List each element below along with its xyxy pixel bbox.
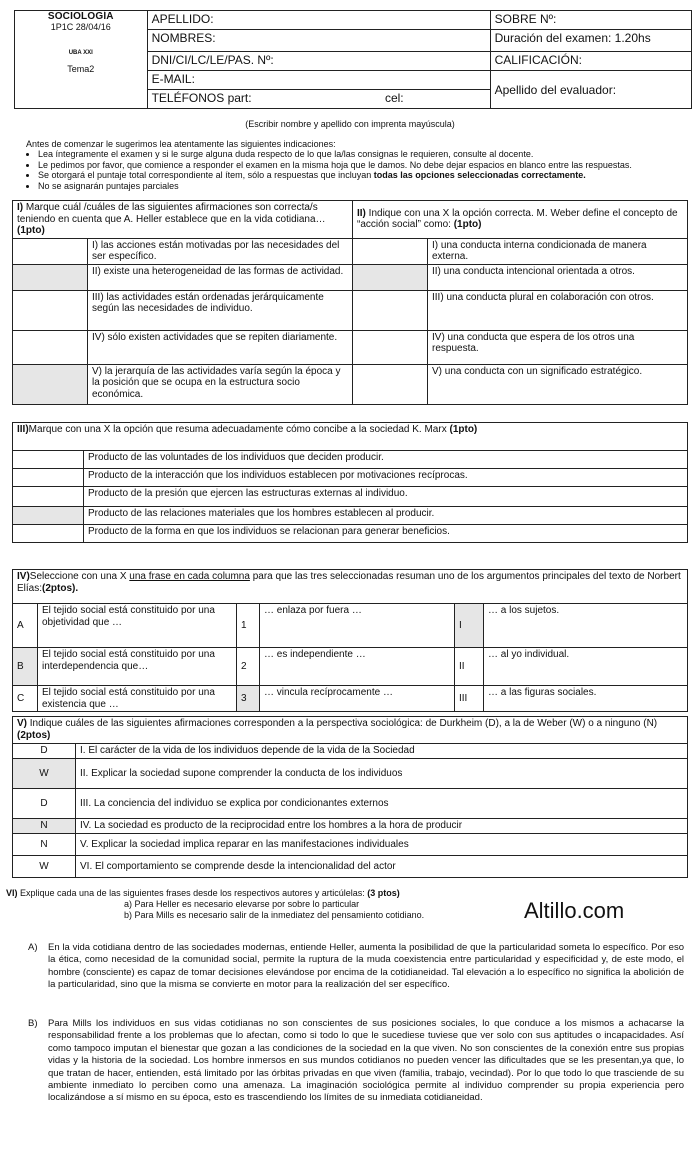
q2-text: Indique con una X la opción correcta. M. Weber define el concepto de “acción social” como: [357,207,678,231]
q6-phrase-a: a) Para Heller es necesario elevarse por sobre lo particular [124,899,360,909]
q2-answer-box[interactable] [353,330,428,364]
q5-statement: II. Explicar la sociedad supone comprender la conducta de los individuos [76,759,688,789]
q2-title [353,201,688,239]
q3-option: Producto de las relaciones materiales que los hombres establecen al producir. [84,507,688,525]
q3-option: Producto de la presión que ejercen las estructuras externas al individuo. [84,487,688,507]
dni-field[interactable]: DNI/CI/LC/LE/PAS. Nº: [147,52,490,71]
q6-points: (3 ptos) [367,888,400,898]
question-4 [12,569,688,712]
q3-answer-box[interactable] [13,487,84,507]
q4-text-underlined: una frase en cada columna [129,571,250,582]
q4-option-a: El tejido social está constituido por una objetividad que … [38,604,237,648]
question-3 [12,422,688,543]
q4-option-roman[interactable]: III [455,686,484,712]
apellido-field[interactable]: APELLIDO: [147,11,490,30]
q2-answer-box[interactable] [353,364,428,404]
course-code: 1P1C 28/04/16 [50,22,111,32]
q1-option: V) la jerarquía de las actividades varía según la época y la posición que se ocupa en la estructura socio económica. [88,364,353,404]
q4-option-roman[interactable]: II [455,648,484,686]
q4-option-letter[interactable]: A [13,604,38,648]
exam-header [14,10,692,109]
q3-number: III) [17,424,29,435]
q1-answer-box[interactable] [13,330,88,364]
q4-option-roman[interactable]: I [455,604,484,648]
q4-text: Seleccione con una X [29,571,130,582]
q5-points: (2ptos) [17,730,51,741]
exam-topic: Tema2 [67,64,95,74]
q1-text: Marque cuál /cuáles de las siguientes afirmaciones son correcta/s teniendo en cuenta que A. Heller establece que en la vida cotidiana… [17,202,326,225]
duracion-label: Duración del examen: 1.20hs [490,30,691,52]
calificacion-field[interactable]: CALIFICACIÓN: [490,52,691,71]
q1-answer-box[interactable] [13,238,88,264]
q1-option: II) existe una heterogeneidad de las formas de actividad. [88,264,353,290]
question-5 [12,716,688,878]
q2-option: V) una conducta con un significado estratégico. [428,364,688,404]
q3-option: Producto de las voluntades de los individuos que deciden producir. [84,451,688,469]
q5-answer[interactable]: N [13,834,76,856]
q5-answer[interactable]: N [13,819,76,834]
q3-option: Producto de la interacción que los individuos establecen por motivaciones recíprocas. [84,469,688,487]
q4-title [13,570,688,604]
q3-option: Producto de la forma en que los individuos se relacionan para generar beneficios. [84,525,688,543]
q4-option-number[interactable]: 1 [237,604,260,648]
q5-statement: I. El carácter de la vida de los individuos depende de la vida de la Sociedad [76,744,688,759]
q5-answer[interactable]: D [13,744,76,759]
instruction-text: Se otorgará el puntaje total correspondiente al ítem, sólo a respuestas que incluyan [38,170,374,181]
q3-answer-box[interactable] [13,525,84,543]
q2-option: IV) una conducta que espera de los otros una respuesta. [428,330,688,364]
q5-number: V) [17,718,27,729]
q3-answer-box[interactable] [13,451,84,469]
nombres-field[interactable]: NOMBRES: [147,30,490,52]
q1-answer-box[interactable] [13,290,88,330]
instruction-item [38,170,686,180]
instruction-item: • Lea íntegramente el examen y si le surge alguna duda respecto de lo que la/las consignas le requieren, consulte al docente. [38,149,686,159]
q2-number: II) [357,207,366,219]
q3-points: (1pto) [449,424,478,435]
answer-b-text: Para Mills los individuos en sus vidas cotidianas no son conscientes de sus posiciones sociales, lo que conduce a los mismos a achacarse la responsabilidad frente a los problemas que lo afectan, como si todo lo que le sucediese tuviese que ver solo con sus aptitudes o incapacidades. Así como tampoco imputan el bienestar que gozan a las condiciones de la sociedad en la que viven. No son conscientes de la conexión entre sus propias vidas y la historia de la sociedad. Los hombre inmersos en sus mundos cotidianos no pueden vencer las dificultades que se les presentan,ya que, lo que tratan de hacer, entienden, está limitado por las órbitas privadas en que viven (familia, trabajo, vecindad). Por lo que todo lo que trasciende de su ambiente inmediato lo perciben como una amenaza. La imaginación sociológica permite al individuo comprender su propia experiencia pero localizándose a sí mismo en su época, esto es trascendiendo los límites de su inmediata cotidianeidad. [48,1018,684,1104]
instruction-bold: todas las opciones seleccionadas correctamente. [373,170,586,181]
q1-points: (1pto) [17,225,45,236]
q1-option: I) las acciones están motivadas por las necesidades del ser específico. [88,238,353,264]
telefonos-label: TELÉFONOS part: [151,91,252,105]
q4-option-letter[interactable]: C [13,686,38,712]
q4-option-a: El tejido social está constituido por una existencia que … [38,686,237,712]
q5-statement: V. Explicar la sociedad implica reparar en las manifestaciones individuales [76,834,688,856]
q2-answer-box[interactable] [353,290,428,330]
q5-answer[interactable]: W [13,856,76,878]
q2-option: III) una conducta plural en colaboración con otros. [428,290,688,330]
email-field[interactable]: E-MAIL: [147,71,490,90]
q6-text: Explique cada una de las siguientes frases desde los respectivos autores y articúlelas: [17,888,365,898]
answer-a [28,942,684,992]
questions-1-2 [12,200,688,405]
course-info [15,11,148,109]
instruction-item: • No se asignarán puntajes parciales [38,181,686,191]
q5-title [13,717,688,744]
site-watermark: Altillo.com [524,898,625,923]
q4-option-c: … a los sujetos. [484,604,688,648]
q4-option-b: … es independiente … [260,648,455,686]
q4-option-number[interactable]: 3 [237,686,260,712]
q4-points: (2ptos). [42,582,79,594]
q3-answer-box[interactable] [13,507,84,525]
q1-answer-box[interactable] [13,364,88,404]
q3-answer-box[interactable] [13,469,84,487]
q2-option: II) una conducta intencional orientada a otros. [428,264,688,290]
q2-answer-box[interactable] [353,238,428,264]
q4-option-c: … a las figuras sociales. [484,686,688,712]
q2-answer-box[interactable] [353,264,428,290]
cel-label: cel: [384,91,404,105]
q3-title [13,423,688,451]
telefonos-field[interactable] [147,90,490,109]
q5-answer[interactable]: D [13,789,76,819]
q4-option-letter[interactable]: B [13,648,38,686]
q2-points: (1pto) [453,219,482,231]
q4-option-a: El tejido social está constituido por una interdependencia que… [38,648,237,686]
q4-number: IV) [17,571,30,582]
answer-b [28,1018,684,1105]
q4-option-number[interactable]: 2 [237,648,260,686]
q5-statement: IV. La sociedad es producto de la reciprocidad entre los hombres a la hora de producir [76,819,688,834]
q1-number: I) [17,202,24,213]
q5-answer[interactable]: W [13,759,76,789]
answer-a-label: A) [28,942,38,953]
instructions-lead: Antes de comenzar le sugerimos lea atentamente las siguientes indicaciones: [26,139,336,149]
header-note: (Escribir nombre y apellido con imprenta mayúscula) [245,119,455,129]
sobre-field[interactable]: SOBRE Nº: [490,11,691,30]
answer-b-label: B) [28,1018,38,1029]
q6-phrase-b: b) Para Mills es necesario salir de la inmediatez del pensamiento cotidiano. [124,910,425,920]
q6-number: VI) [6,888,18,898]
q5-statement: III. La conciencia del individuo se explica por condicionantes externos [76,789,688,819]
instruction-item: • Le pedimos por favor, que comience a responder el examen en la misma hoja que le damos. No debe dejar espacios en blanco entre las respuestas. [38,160,686,170]
evaluador-field[interactable]: Apellido del evaluador: [490,71,691,109]
instructions [26,139,686,191]
q2-option: I) una conducta interna condicionada de manera externa. [428,238,688,264]
answer-a-text: En la vida cotidiana dentro de las sociedades modernas, entiende Heller, aumenta la posibilidad de que la particularidad someta lo específico. Por eso la ética, como necesidad de la comunidad social, permite la ruptura de la muda coexistencia entre particularidad y especificidad y, de este modo, el hombre (consciente) es capaz de tomar decisiones elevándose por encima de la cotidianeidad. Tal elevación a lo específico no significa la abolición de la particularidad, sino que la misma se convierte en motor para la realización del ser específico. [48,942,684,991]
q4-option-b: … vincula recíprocamente … [260,686,455,712]
q1-title [13,201,353,239]
q4-text: para que las tres seleccionadas resuman uno de los argumentos principales del texto de Norbert Elías: [17,571,681,594]
q1-answer-box[interactable] [13,264,88,290]
q5-text: Indique cuáles de las siguientes afirmaciones corresponden a la perspectiva sociológica: de Durkheim (D), a la de Weber (W) o a ninguno (N) [27,718,658,729]
course-title: SOCIOLOGÍA [47,11,114,22]
q4-option-b: … enlaza por fuera … [260,604,455,648]
q1-option: IV) sólo existen actividades que se repiten diariamente. [88,330,353,364]
q4-option-c: … al yo individual. [484,648,688,686]
institution-logo: UBA XXI [68,50,93,56]
q5-statement: VI. El comportamiento se comprende desde la intencionalidad del actor [76,856,688,878]
q1-option: III) las actividades están ordenadas jerárquicamente según las necesidades de individuo. [88,290,353,330]
q3-text: Marque con una X la opción que resuma adecuadamente cómo concibe a la sociedad K. Marx [28,424,447,435]
